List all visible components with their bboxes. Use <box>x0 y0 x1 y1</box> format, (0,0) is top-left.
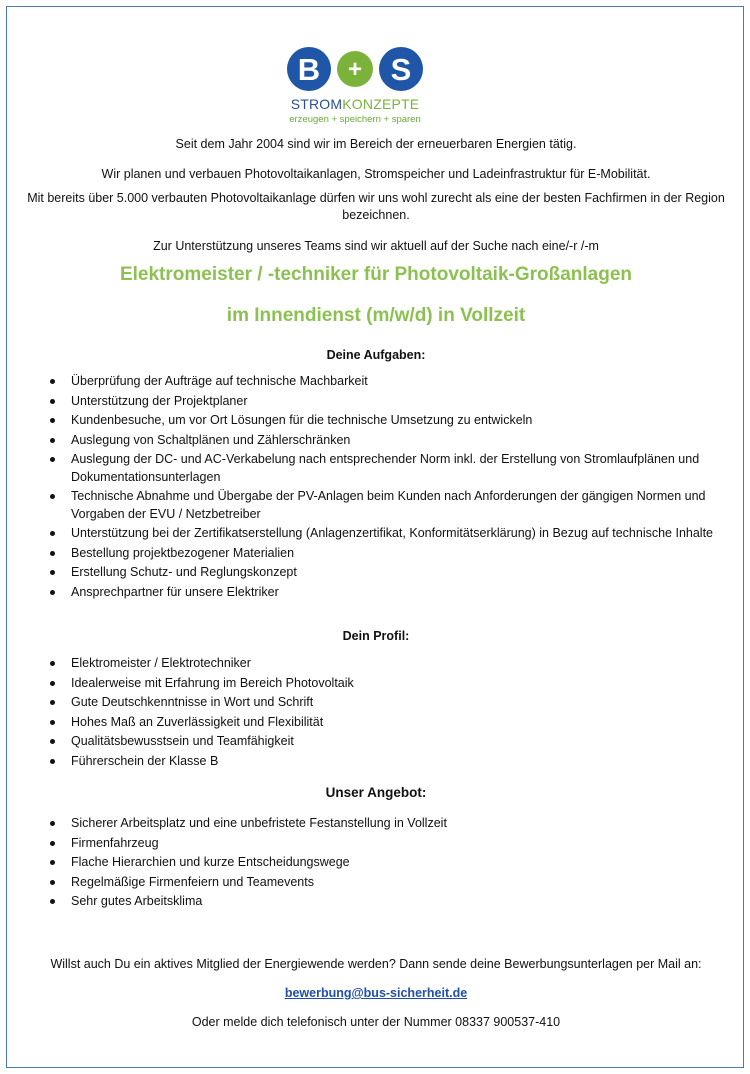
list-item: Auslegung von Schaltplänen und Zählerschränken <box>47 432 727 450</box>
logo-letter-b: B <box>297 52 321 87</box>
list-item: Überprüfung der Aufträge auf technische Machbarkeit <box>47 373 727 391</box>
intro-line-3: Mit bereits über 5.000 verbauten Photovoltaikanlage dürfen wir uns wohl zurecht als eine der besten Fachfirmen in der Region bezeichnen. <box>27 191 725 222</box>
list-item: Gute Deutschkenntnisse in Wort und Schrift <box>47 694 727 712</box>
list-item: Idealerweise mit Erfahrung im Bereich Photovoltaik <box>47 675 727 693</box>
list-item: Sehr gutes Arbeitsklima <box>47 893 727 911</box>
tasks-list <box>47 373 727 603</box>
logo-letter-s: S <box>390 52 412 87</box>
logo-wordmark-strom: STROM <box>290 96 343 112</box>
list-item: Elektromeister / Elektrotechniker <box>47 655 727 673</box>
list-item: Auslegung der DC- und AC-Verkabelung nach entsprechender Norm inkl. der Erstellung von Stromlaufplänen und Dokumentationsunterlagen <box>47 451 727 486</box>
list-item: Unterstützung der Projektplaner <box>47 393 727 411</box>
list-item: Regelmäßige Firmenfeiern und Teamevents <box>47 874 727 892</box>
logo-slogan: erzeugen + speichern + sparen <box>289 114 421 125</box>
list-item: Hohes Maß an Zuverlässigkeit und Flexibilität <box>47 714 727 732</box>
offer-heading: Unser Angebot: <box>325 785 427 800</box>
job-posting-page <box>6 6 744 1068</box>
list-item: Firmenfahrzeug <box>47 835 727 853</box>
list-item: Führerschein der Klasse B <box>47 753 727 771</box>
job-title-line-2: im Innendienst (m/w/d) in Vollzeit <box>226 305 526 326</box>
contact-text: Willst auch Du ein aktives Mitglied der Energiewende werden? Dann sende deine Bewerbungsunterlagen per Mail an: <box>50 957 702 971</box>
tasks-heading: Deine Aufgaben: <box>326 348 426 362</box>
profile-heading: Dein Profil: <box>342 629 410 643</box>
logo-circles <box>285 41 425 97</box>
phone-text: Oder melde dich telefonisch unter der Nummer 08337 900537-410 <box>191 1015 561 1029</box>
list-item: Sicherer Arbeitsplatz und eine unbefristete Festanstellung in Vollzeit <box>47 815 727 833</box>
offer-list <box>47 815 727 913</box>
list-item: Qualitätsbewusstsein und Teamfähigkeit <box>47 733 727 751</box>
list-item: Technische Abnahme und Übergabe der PV-Anlagen beim Kunden nach Anforderungen der gängigen Normen und Vorgaben der EVU / Netzbetreiber <box>47 488 727 523</box>
job-title-line-1: Elektromeister / -techniker für Photovoltaik-Großanlagen <box>119 264 633 285</box>
list-item: Ansprechpartner für unsere Elektriker <box>47 584 727 602</box>
list-item: Unterstützung bei der Zertifikatserstellung (Anlagenzertifikat, Konformitätserklärung) in Bezug auf technische Inhalte <box>47 525 727 543</box>
logo-wordmark-konzepte: KONZEPTE <box>342 96 420 112</box>
intro-line-1: Seit dem Jahr 2004 sind wir im Bereich der erneuerbaren Energien tätig. <box>175 137 577 151</box>
list-item: Kundenbesuche, um vor Ort Lösungen für die technische Umsetzung zu entwickeln <box>47 412 727 430</box>
email-link[interactable]: bewerbung@bus-sicherheit.de <box>284 986 468 1000</box>
company-logo <box>285 41 425 133</box>
intro-line-4: Zur Unterstützung unseres Teams sind wir aktuell auf der Suche nach eine/-r /-m <box>153 239 599 253</box>
logo-wordmark <box>285 96 425 112</box>
list-item: Bestellung projektbezogener Materialien <box>47 545 727 563</box>
intro-line-2: Wir planen und verbauen Photovoltaikanlagen, Stromspeicher und Ladeinfrastruktur für E-Mobilität. <box>101 167 651 181</box>
profile-list <box>47 655 727 772</box>
list-item: Flache Hierarchien und kurze Entscheidungswege <box>47 854 727 872</box>
list-item: Erstellung Schutz- und Reglungskonzept <box>47 564 727 582</box>
logo-letter-plus: + <box>347 56 363 83</box>
